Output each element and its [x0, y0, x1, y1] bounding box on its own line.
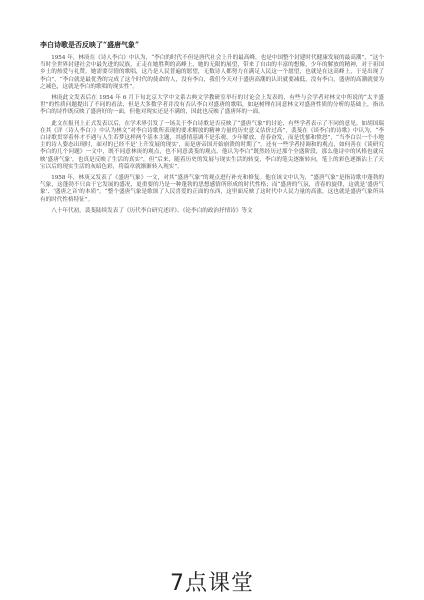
paragraph: 1954 年，林庚在《诗人李白》中认为，“李白的时代不但是唐代社会上升的最高峰，也是中国整个封建时代健康发展的最高潮”，“这个当时全世界封建社会中最先进的民族，正走在她胜利的高峰上，她的无限的展望，带来了自由的丰富的想像，少年的解放的精神，对于祖国乡土的热爱与礼赞，她需要尽情的歌唱，这乃是人民普遍的愿望，无数诗人都努力在满足人民这一个愿望，也就是在这高峰上，于是出现了李白”，“李白就是最优秀的完成了这个时代的使命的人，没有李白，我们今天对于盛唐高潮的认识就要减低，没有李白，盛唐的高潮就要为之减色，这就是李白的歌唱的现实性”。 — [40, 55, 384, 90]
paragraph: 1958 年，林庚又发表了《盛唐气象》一文，对其“盛唐气象”的观点进行补充和修复。他在该文中认为，“盛唐气象”是指诗歌中蓬勃的气象，这蓬勃不只由于它发展的盛况，更重要的乃是一种蓬勃的思想感情所形成的时代性格；而“盛唐的气氛，青春的旋律，这就是‘盛唐气象’、‘盛唐之音’的本质”，“整个盛唐气象是歌颂了人民喜爱的正面的东西，这里面反映了这时代中人民力量的高涨，这也就是盛唐气象所具有的时代性格特征”。 — [40, 175, 384, 203]
watermark-label: 7点课堂 — [170, 571, 254, 596]
paragraph: 此文在报刊上正式发表以后，在学术界引发了一场关于李白诗歌是否反映了“盛唐气象”的讨论，有些学者表示了不同的意见。如胡国瑞在其《评〈诗人李白〉》中认为林文“对李白诗歌所表现的要求解放的精神力量的历史意义估价过高”，裴斐在《谈李白的诗歌》中认为，“李白诗歌贯穿着怀才不遇与人生若梦这样两个基本主题，其感情基调不是乐观、少年解放、青春奋发，而是忧郁和愤怒”，“当李白以一个小地主的诗人姿态出现时，面对的已经不是‘上升发展的现实’，而是唐帝国开始崩溃的时期了”。还有一些学者持调和的观点，如何善在《谈研究李白的几个问题》一文中，既不同意林庚的观点，也不同意裴斐的观点。他认为李白“既然经历过那个全盛阶段，那么他诗中的风格也就反映‘盛唐气象’，也真是反映了生活的真实”，但“后来，随着历史的发展与现实生活的转变，李白的笔尖逐渐转向，笔上的彩色逐渐沾上了天宝以后的现实生活的灰暗色彩，将篇章就渐渐转入现实”。 — [40, 120, 384, 170]
paragraph: 八十年代初，裴斐陆续发表了《历代李白研究述评》、《论李白的政治抒情诗》等文 — [51, 207, 253, 214]
document-body — [40, 40, 384, 560]
paragraph: 林庚此文发表后在 1954 年 6 月下旬北京大学中文系古典文学教研室举行的讨论会上发表的，有些与会学者对林文中所说的“太平盛世”的性质问题提出了不同的看法，但是大多数学者并没有否认李白对盛唐的歌唱，如赵树理在同意林文对盛唐性质的分析的基础上，指出李白的诗作既反映了盛唐好的一面，但他对现实还是不满的，因此也反映了盛唐坏的一面。 — [40, 95, 384, 116]
document-title: 李白诗歌是否反映了“盛唐气象” — [40, 40, 140, 49]
